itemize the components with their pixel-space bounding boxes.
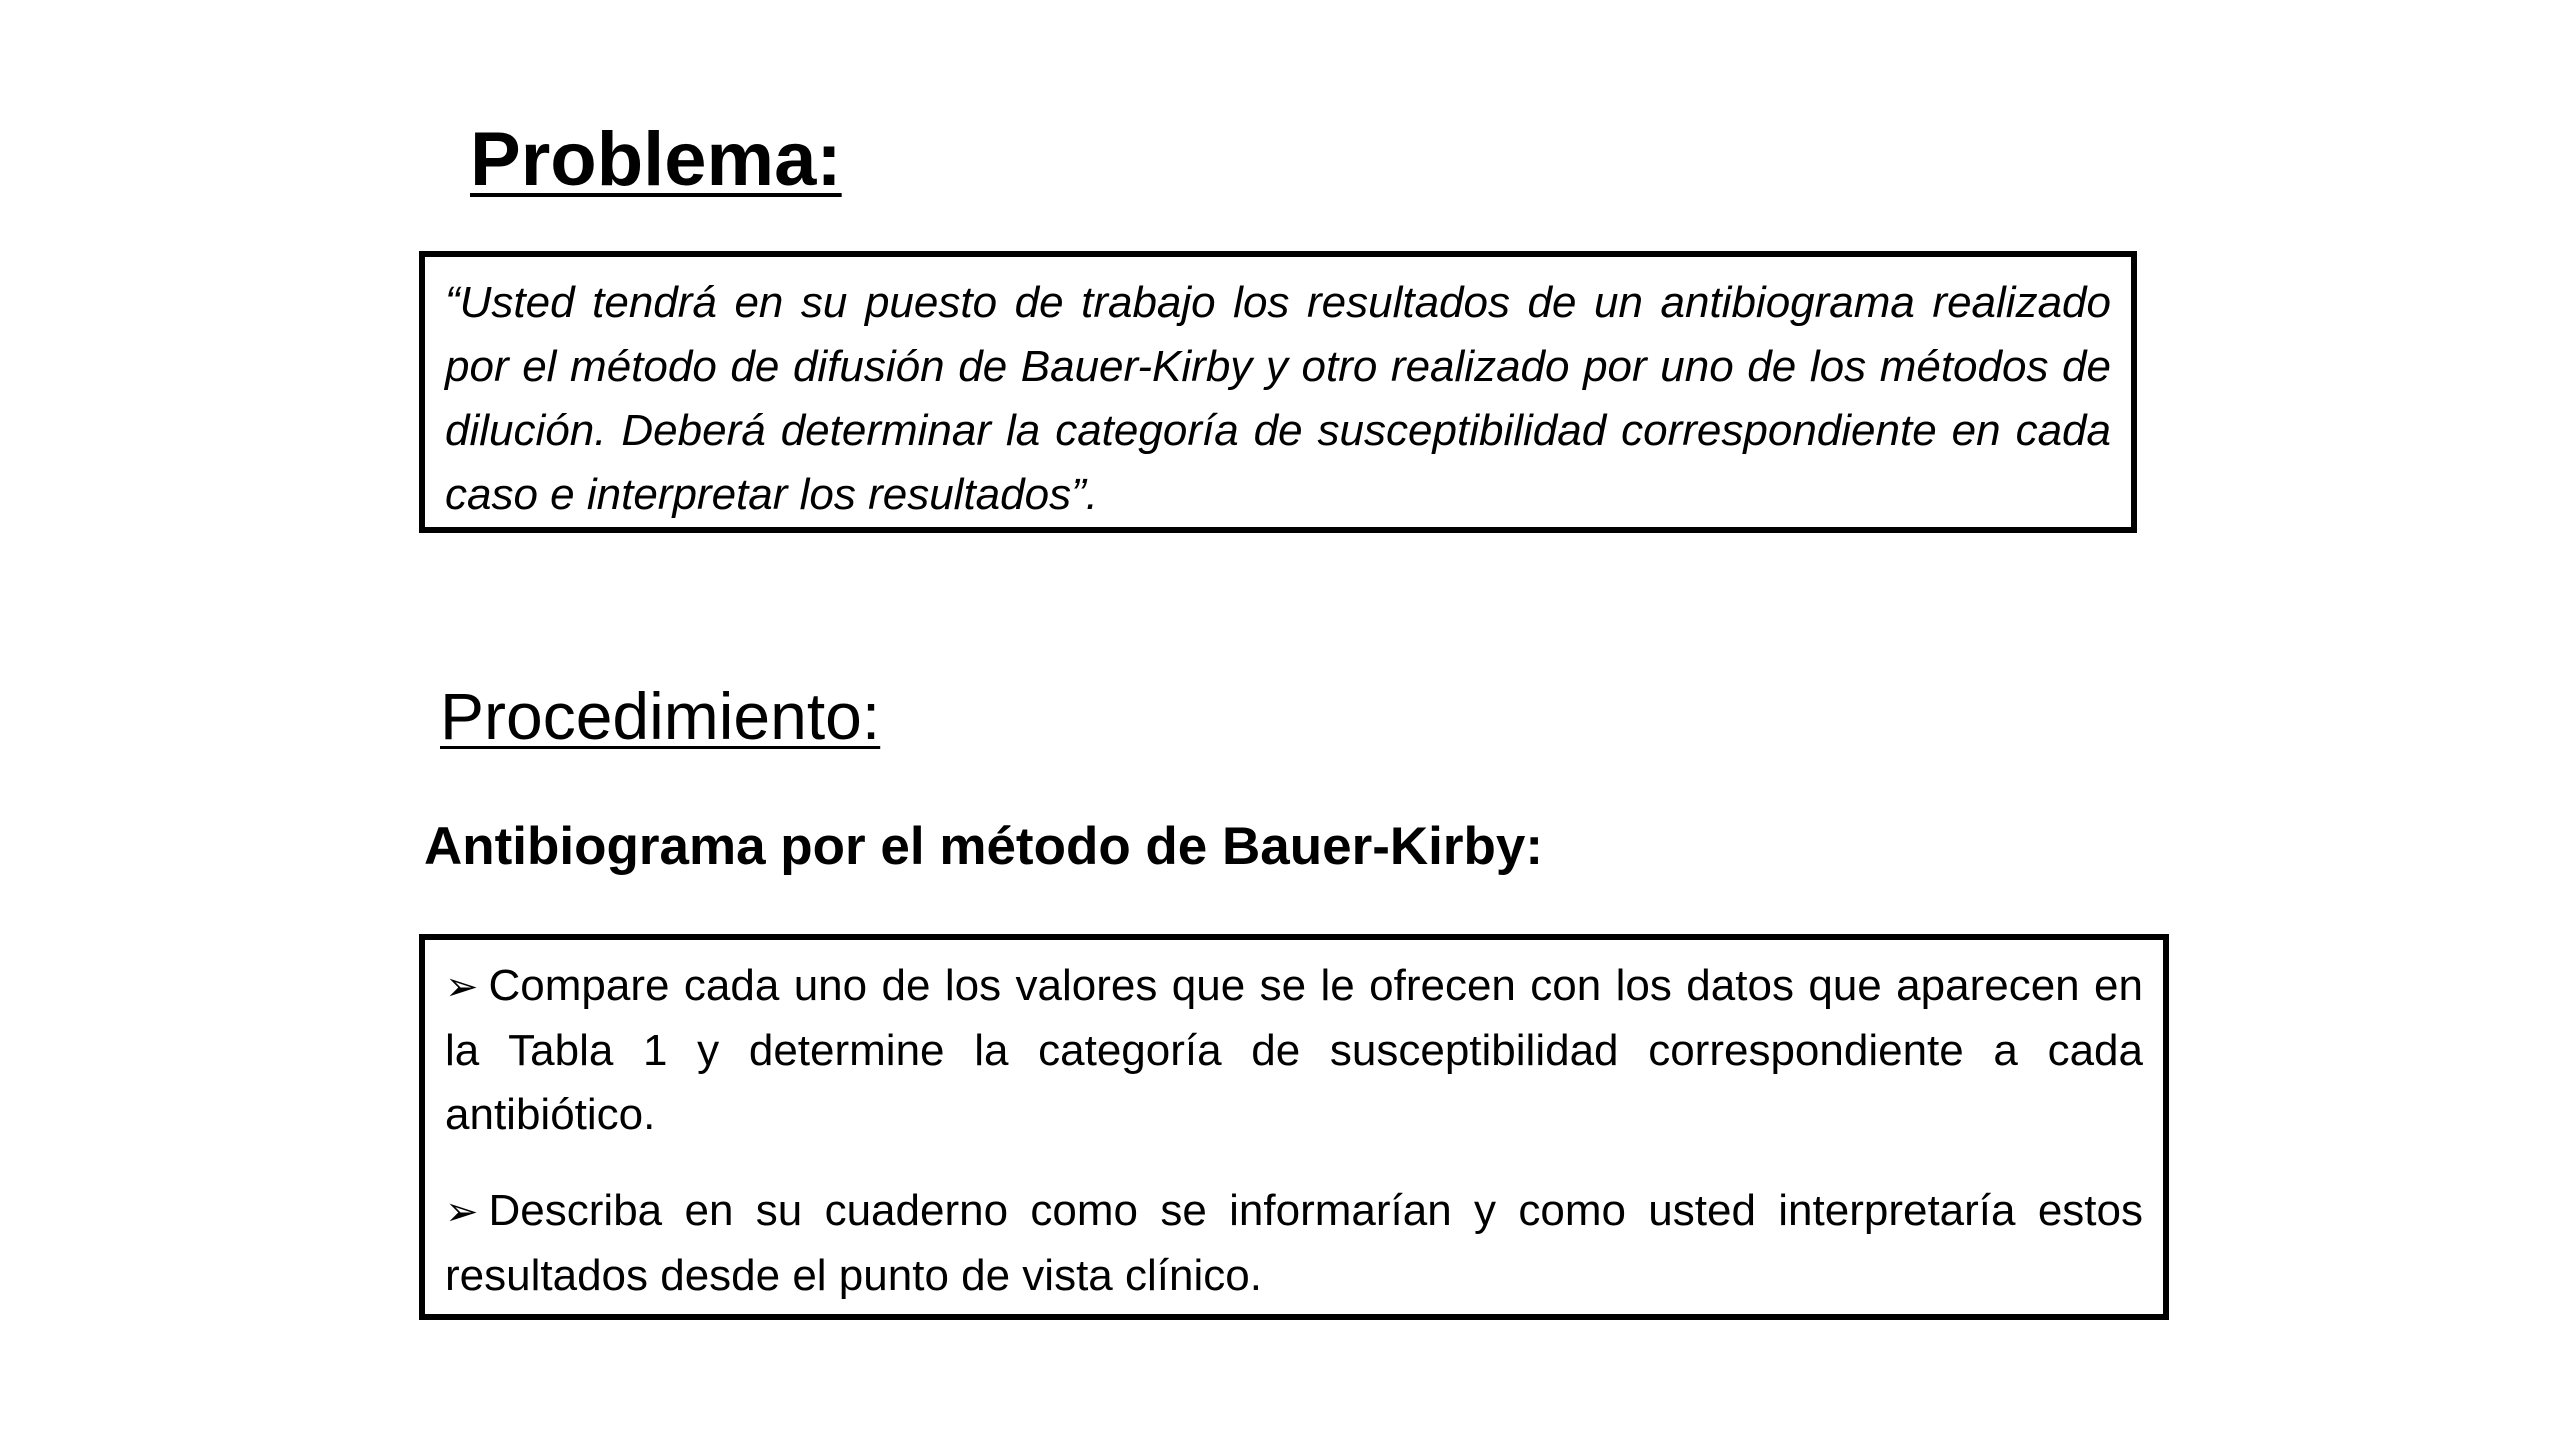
procedure-heading: Procedimiento:	[440, 679, 881, 753]
procedure-step	[445, 1179, 2143, 1308]
procedure-step	[445, 954, 2143, 1147]
procedure-steps-box	[419, 934, 2169, 1320]
arrow-bullet-icon: ➢	[445, 965, 479, 1009]
problem-heading: Problema:	[470, 117, 842, 202]
problem-statement-box	[419, 251, 2137, 533]
arrow-bullet-icon: ➢	[445, 1190, 479, 1234]
procedure-step-text: Describa en su cuaderno como se informarían y como usted interpretaría estos resultados desde el punto de vista clínico.	[445, 1186, 2143, 1300]
procedure-step-text: Compare cada uno de los valores que se le ofrecen con los datos que aparecen en la Tabla 1 y determine la categoría de susceptibilidad correspondiente a cada antibiótico.	[445, 961, 2143, 1139]
problem-statement: “Usted tendrá en su puesto de trabajo los resultados de un antibiograma realizado por el método de difusión de Bauer-Kirby y otro realizado por uno de los métodos de dilución. Deberá determinar la categoría de susceptibilidad correspondiente en cada caso e interpretar los resultados”.	[445, 278, 2111, 519]
bauer-kirby-subheading: Antibiograma por el método de Bauer-Kirby:	[424, 817, 1544, 876]
